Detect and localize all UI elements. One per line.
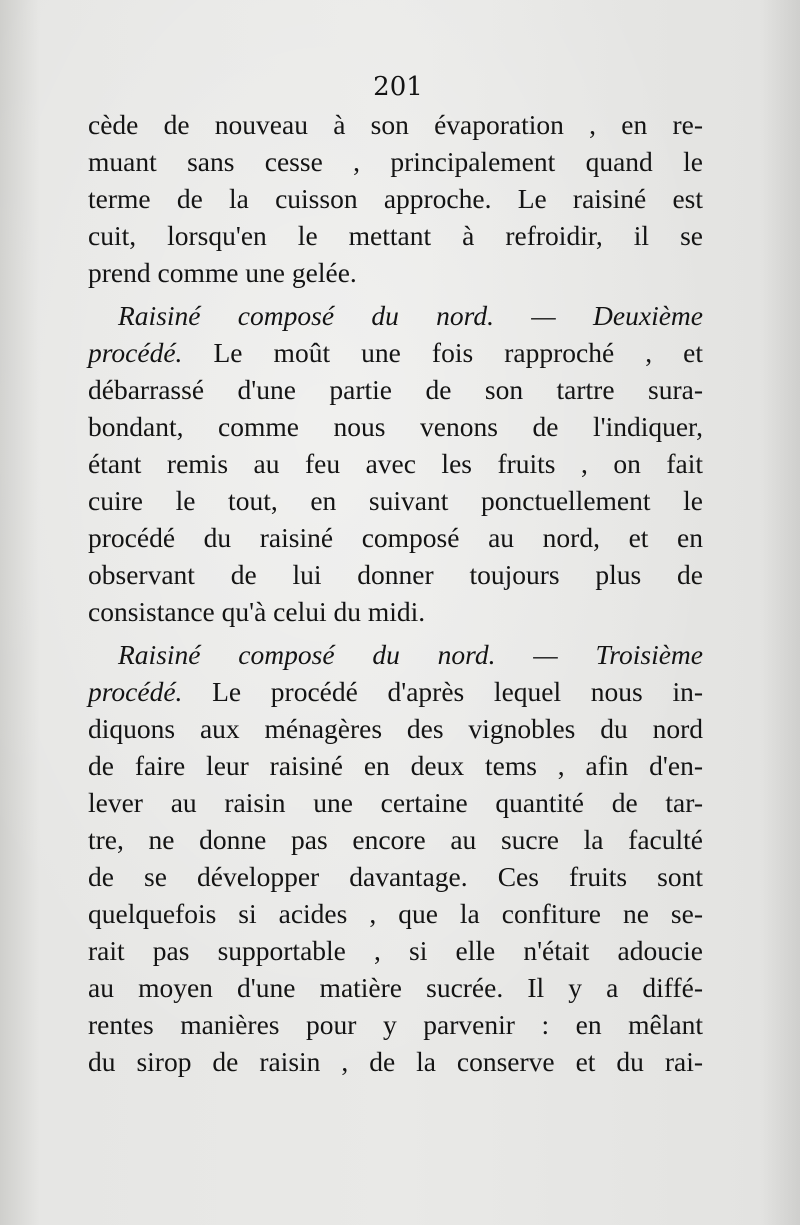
section-heading: Raisiné composé du nord. — Deuxième (118, 300, 703, 331)
text-line: terme de la cuisson approche. Le raisiné est (88, 183, 703, 214)
text-line: du sirop de raisin , de la conserve et du rai- (88, 1046, 703, 1077)
text-line: cuit, lorsqu'en le mettant à refroidir, il se (88, 220, 703, 251)
text-line: consistance qu'à celui du midi. (88, 596, 426, 627)
text-line: observant de lui donner toujours plus de (88, 559, 703, 590)
paragraph-2 (88, 297, 703, 630)
text-line: rait pas supportable , si elle n'était adoucie (88, 935, 703, 966)
text-line: lever au raisin une certaine quantité de tar- (88, 787, 703, 818)
text-line: cède de nouveau à son évaporation , en re- (88, 109, 703, 140)
paragraph-1 (88, 106, 703, 291)
section-heading-continuation: procédé. (88, 337, 183, 368)
section-heading: Raisiné composé du nord. — Troisième (118, 639, 703, 670)
text-line-rest: Le procédé d'après lequel nous in- (182, 676, 703, 707)
text-line: diquons aux ménagères des vignobles du nord (88, 713, 703, 744)
text-line: de se développer davantage. Ces fruits sont (88, 861, 703, 892)
paragraph-3 (88, 636, 703, 1080)
body-text (88, 106, 703, 1080)
text-line: tre, ne donne pas encore au sucre la faculté (88, 824, 703, 855)
text-line (88, 334, 703, 371)
text-line: muant sans cesse , principalement quand le (88, 146, 703, 177)
text-line: de faire leur raisiné en deux tems , afin d'en- (88, 750, 703, 781)
text-line: au moyen d'une matière sucrée. Il y a diffé- (88, 972, 703, 1003)
text-line: prend comme une gelée. (88, 257, 357, 288)
text-line: bondant, comme nous venons de l'indiquer, (88, 411, 703, 442)
text-line: quelquefois si acides , que la confiture ne se- (88, 898, 703, 929)
text-line: débarrassé d'une partie de son tartre sura- (88, 374, 703, 405)
text-line: rentes manières pour y parvenir : en mêlant (88, 1009, 703, 1040)
section-heading-continuation: procédé. (88, 676, 183, 707)
text-line: cuire le tout, en suivant ponctuellement le (88, 485, 703, 516)
page-number: 201 (373, 72, 423, 102)
text-line (88, 673, 703, 710)
text-line: procédé du raisiné composé au nord, et en (88, 522, 703, 553)
text-line: étant remis au feu avec les fruits , on fait (88, 448, 703, 479)
text-line-rest: Le moût une fois rapproché , et (182, 337, 703, 368)
